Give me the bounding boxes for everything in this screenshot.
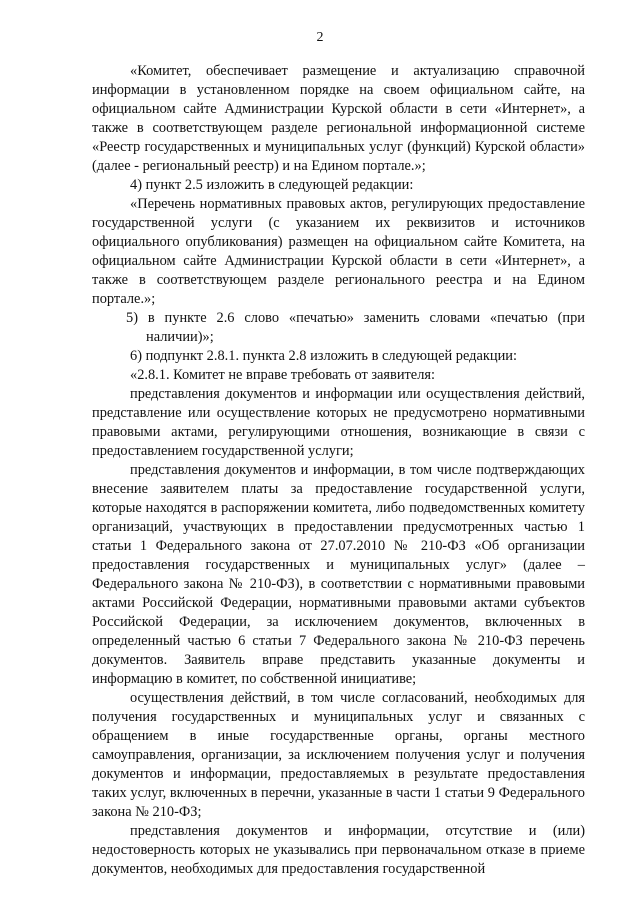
paragraph-item-4: 4) пункт 2.5 изложить в следующей редакции: <box>130 177 414 193</box>
paragraph-committee-info: «Комитет, обеспечивает размещение и актуализацию справочной информации в установленном порядке на своем официальном сайте, на официальном сайте Администрации Курской области в сети «Интернет», а также в соответствующем разделе региональной информационной системе «Реестр государственных и муниципальных услуг (функций) Курской области» (далее - региональный реестр) и на Едином портале.»; <box>92 63 585 174</box>
paragraph-item-5: 5) в пункте 2.6 слово «печатью» заменить словами «печатью (при наличии)»; <box>126 310 585 345</box>
paragraph-refusal-documents: представления документов и информации, отсутствие и (или) недостоверность которых не указывались при первоначальном отказе в приеме документов, необходимых для предоставления государственной <box>92 823 585 877</box>
paragraph-legal-acts-list: «Перечень нормативных правовых актов, регулирующих предоставление государственной услуги (с указанием их реквизитов и источников официального опубликования) размещен на официальном сайте Комитета, на официальном сайте Администрации Курской области в сети «Интернет», а также в соответствующем разделе регионального реестра и на Едином портале.»; <box>92 196 585 307</box>
paragraph-item-6: 6) подпункт 2.8.1. пункта 2.8 изложить в следующей редакции: <box>130 348 517 364</box>
paragraph-2-8-1: «2.8.1. Комитет не вправе требовать от заявителя: <box>130 367 435 383</box>
page-number: 2 <box>316 30 324 45</box>
paragraph-actions-approvals: осуществления действий, в том числе согласований, необходимых для получения государственных и муниципальных услуг и связанных с обращением в иные государственные органы, органы местного самоуправления, организации, за исключением получения услуг и получения документов и информации, предоставляемых в результате предоставления таких услуг, включенных в перечни, указанные в части 1 статьи 9 Федерального закона № 210-ФЗ; <box>92 690 585 820</box>
paragraph-documents-information: представления документов и информации, в том числе подтверждающих внесение заявителем платы за предоставление государственной услуги, которые находятся в распоряжении комитета, либо подведомственных комитету организаций, участвующих в предоставлении предусмотренных частью 1 статьи 1 Федерального закона от 27.07.2010 № 210-ФЗ «Об организации предоставления государственных и муниципальных услуг» (далее – Федерального закона № 210-ФЗ), в соответствии с нормативными правовыми актами Российской Федерации, нормативными правовыми актами субъектов Российской Федерации, за исключением документов, включенных в определенный частью 6 статьи 7 Федерального закона № 210-ФЗ перечень документов. Заявитель вправе представить указанные документы и информацию в комитет, по собственной инициативе; <box>92 462 585 687</box>
paragraph-documents-actions: представления документов и информации или осуществления действий, представление или осуществление которых не предусмотрено нормативными правовыми актами, регулирующими отношения, возникающие в связи с предоставлением государственной услуги; <box>92 386 585 459</box>
document-body <box>92 62 585 879</box>
